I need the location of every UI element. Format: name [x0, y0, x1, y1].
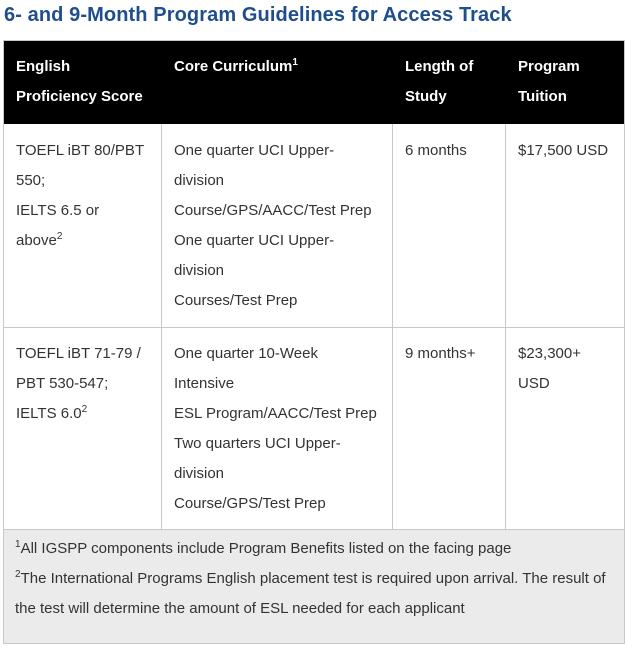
page-title: 6- and 9-Month Program Guidelines for Access Track	[4, 4, 512, 26]
footnote-2: $^2$The International Programs English placement test is required upon arrival. The result of	[15, 569, 606, 587]
guidelines-table	[3, 40, 625, 644]
table-row-1-curriculum: One quarter UCI Upper- division Course/GPS/AACC/Test Prep One quarter UCI Upper- division Courses/Test Prep	[174, 142, 372, 309]
table-row-2-curriculum: One quarter 10-Week Intensive ESL Program/AACC/Test Prep Two quarters UCI Upper- division Course/GPS/Test Prep	[174, 345, 377, 512]
table-row-1-length: 6 months	[405, 142, 467, 159]
table-row-1-score: TOEFL iBT 80/PBT 550; IELTS 6.5 or above$^2$	[16, 142, 145, 249]
table-row-2-score: TOEFL iBT 71-79 / PBT 530-547; IELTS $6.0^2$	[16, 345, 141, 422]
header-english-proficiency-score: English Proficiency Score	[16, 58, 143, 105]
header-program-tuition: Program Tuition	[518, 58, 580, 105]
header-length-of-study: Length of Study	[405, 58, 474, 105]
footnote-1: $^1$All IGSPP components include Program Benefits listed on the facing page	[15, 539, 512, 557]
table-row-1-tuition: $17,500 USD	[518, 142, 609, 159]
table-row-2-length: 9 months+	[405, 345, 476, 362]
table-footnotes: $^1$All IGSPP components include Program Benefits listed on the facing page $^2$The International Programs English placement test is required upon arrival. The result of the test will determine the amount of ESL needed for each applicant	[4, 530, 624, 643]
table-row-2-tuition: $23,300+ USD	[518, 345, 581, 392]
header-core-curriculum: Core Curriculum$^1$	[174, 57, 298, 75]
